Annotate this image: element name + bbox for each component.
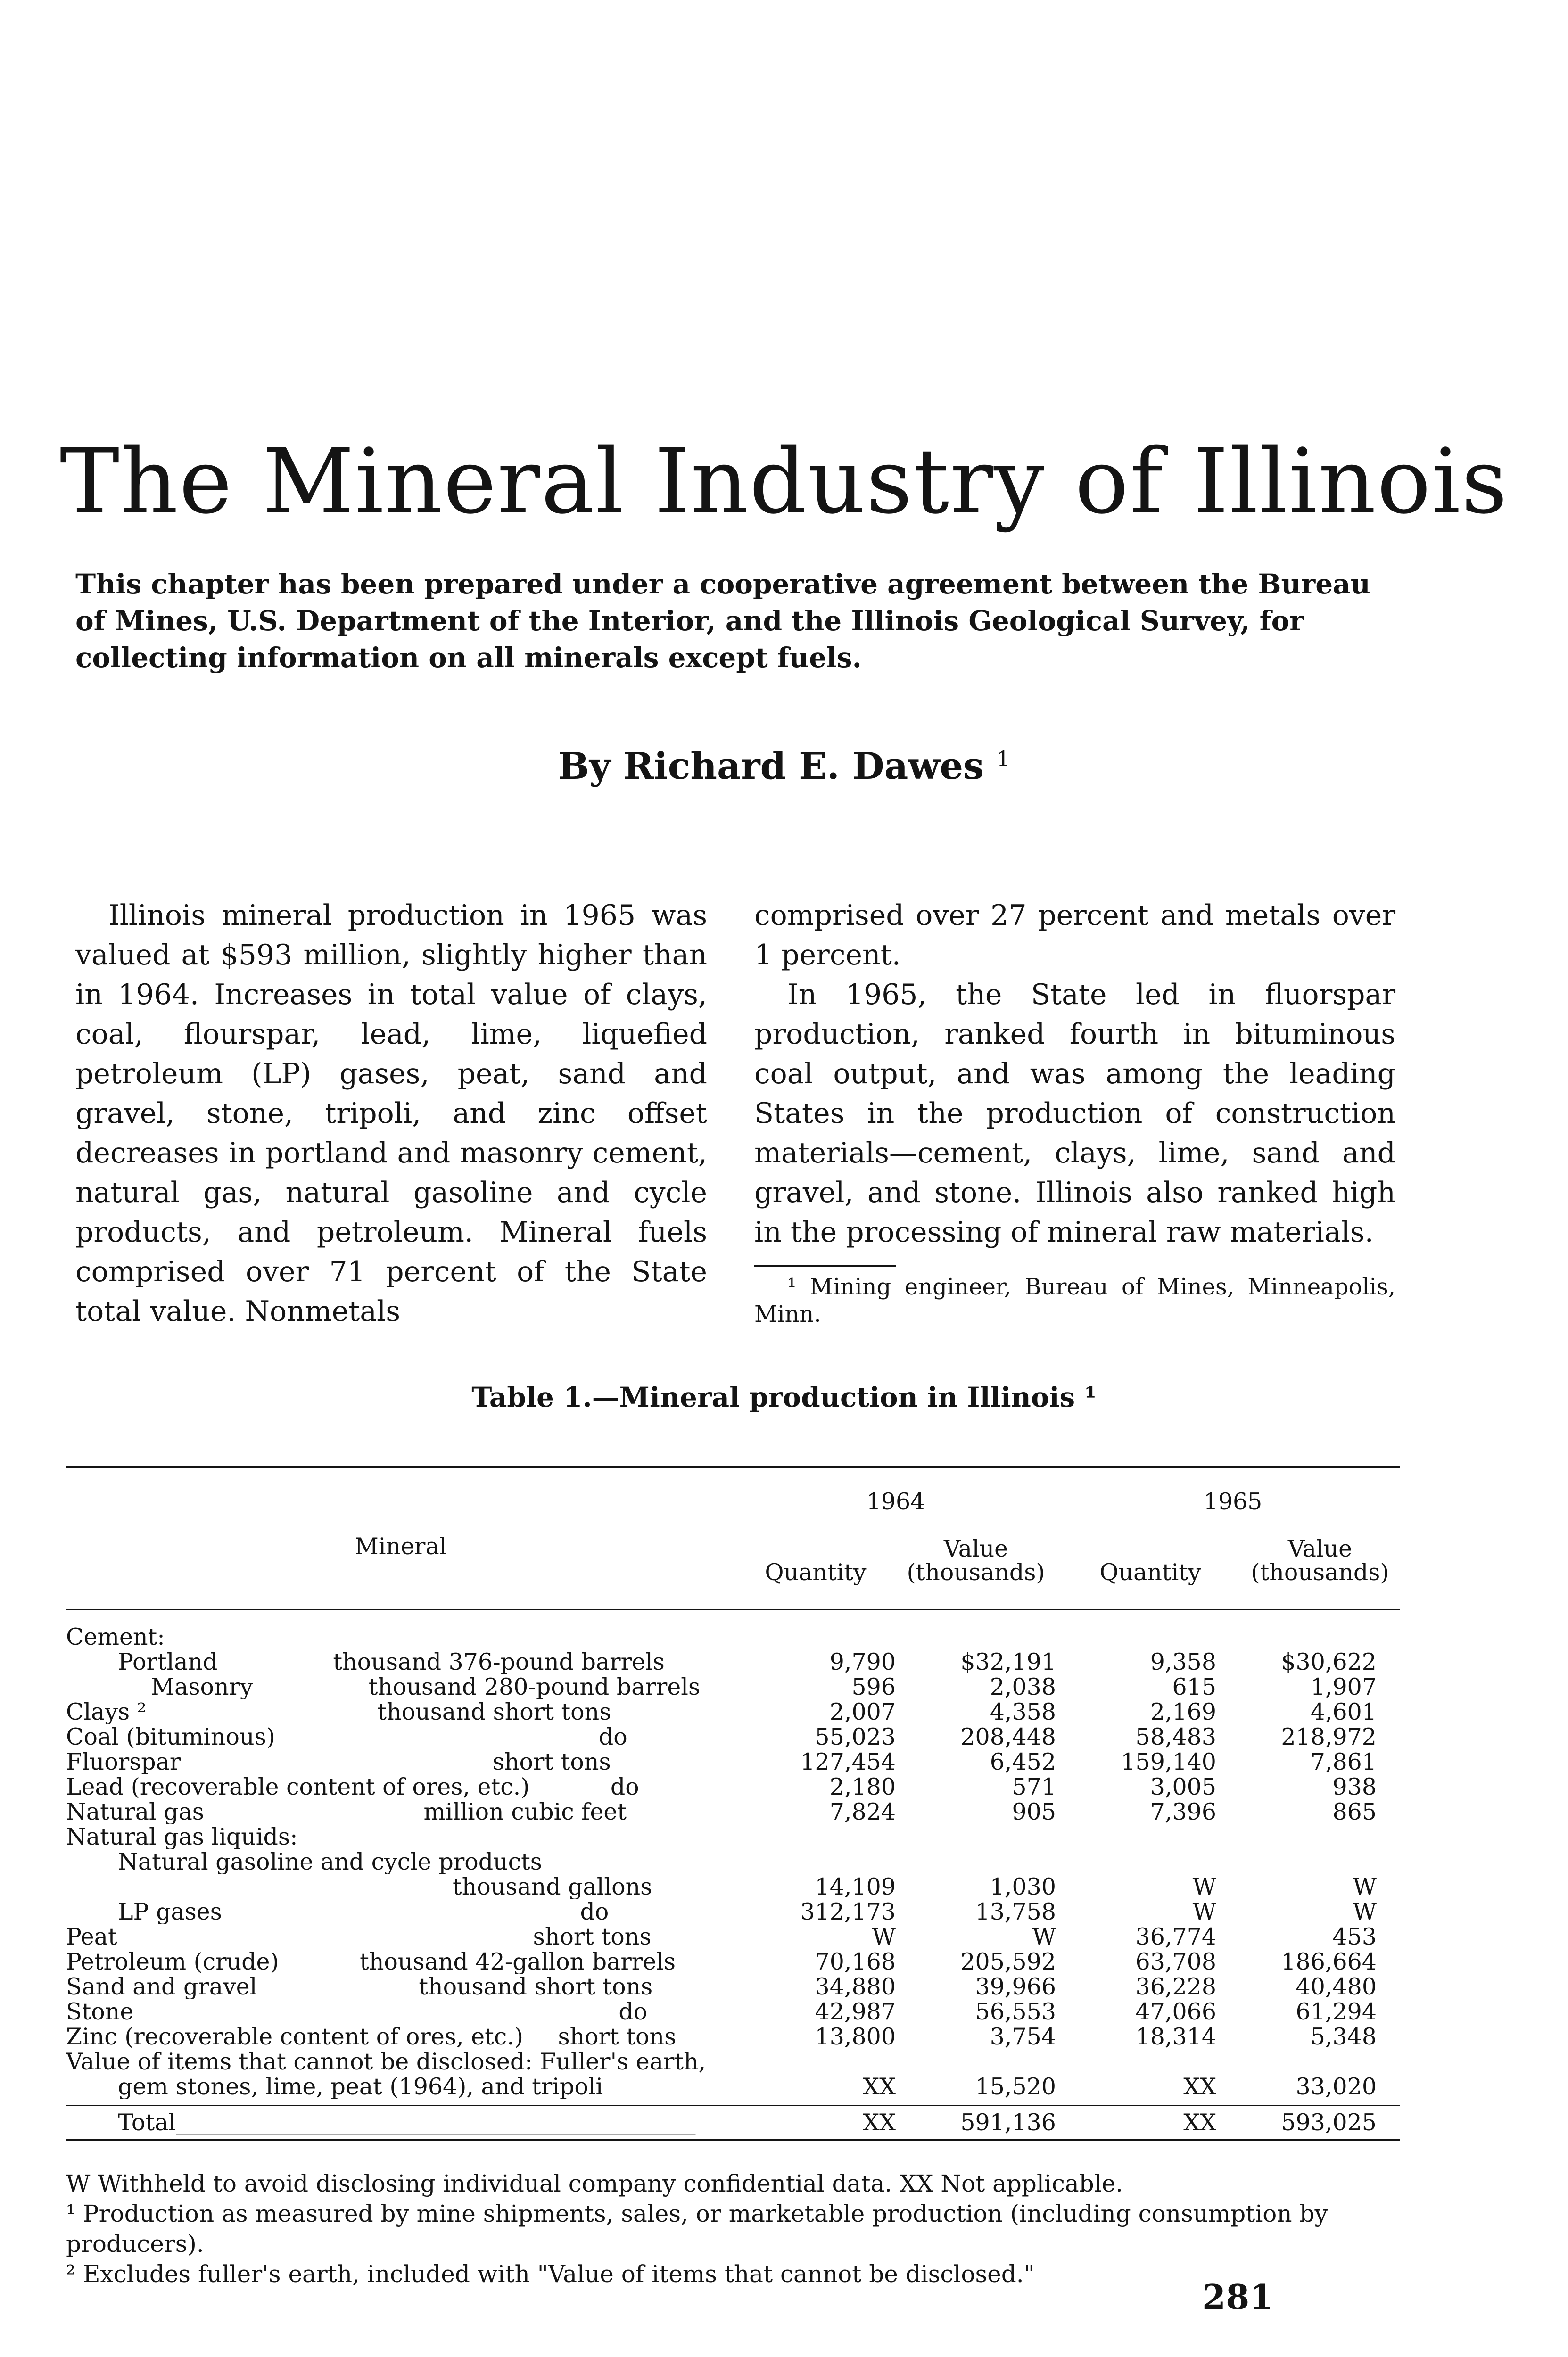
page-title: The Mineral Industry of Illinois [59, 429, 1509, 534]
cell-quantity-1964: 42,987 [815, 1998, 896, 2025]
table-header [66, 1468, 1400, 1609]
table-row [66, 1824, 1400, 1849]
total-quantity-1964: XX [863, 2109, 896, 2136]
cell-value-1964: 905 [1012, 1798, 1056, 1825]
cell-value-1965: 938 [1332, 1773, 1377, 1800]
body-paragraph-1: Illinois mineral production in 1965 was valued at $593 million, slightly higher than in 1964. Increases in total value of clays, coal, flourspar, lead, lime, liquefied petroleum (LP) gases, peat, sand and gravel, stone, tripoli, and zinc offset decreases in portland and masonry cement, natural gas, natural gasoline and cycle products, and petroleum. Mineral fuels comprised over 71 percent of the State total value. Nonmetals [75, 899, 707, 1328]
row-label: thousand gallons__ [453, 1874, 676, 1899]
cell-value-1964: 208,448 [960, 1723, 1056, 1750]
header-value-1964-line2: (thousands) [907, 1559, 1045, 1586]
author-byline [0, 745, 1568, 788]
cell-value-1964: 39,966 [975, 1973, 1056, 2000]
cell-quantity-1964 [735, 1624, 896, 1649]
table-row [66, 1949, 1400, 1974]
cell-value-1965: 865 [1332, 1798, 1377, 1825]
cell-quantity-1965: 2,169 [1150, 1698, 1216, 1725]
cell-value-1965: 33,020 [1296, 2073, 1377, 2100]
total-quantity-1965: XX [1183, 2109, 1216, 2136]
cell-quantity-1964: XX [863, 2073, 896, 2100]
cell-quantity-1964: 14,109 [815, 1873, 896, 1900]
body-paragraph-2: In 1965, the State led in fluorspar production, ranked fourth in bituminous coal output, and was among the leading States in the production of construction materials—cement, clays, lime, sand and gravel, and stone. Illinois also ranked high in the processing of mineral raw materials. [754, 978, 1395, 1249]
cell-value-1964 [896, 1624, 1056, 1649]
cell-quantity-1965 [1056, 2049, 1216, 2074]
cell-quantity-1964: 55,023 [815, 1723, 896, 1750]
total-label: Total_____________________________________________ [118, 2110, 696, 2135]
table-body [66, 1624, 1400, 2099]
cell-value-1965: 61,294 [1296, 1998, 1377, 2025]
cell-value-1964: 1,030 [990, 1873, 1056, 1900]
header-quantity-1964: Quantity [765, 1559, 867, 1586]
cell-value-1965 [1216, 1624, 1377, 1649]
table-row [66, 1674, 1400, 1699]
cell-quantity-1965: 615 [1172, 1673, 1216, 1700]
row-label: Zinc (recoverable content of ores, etc.)___short tons__ [66, 2024, 700, 2049]
table-row [66, 1624, 1400, 1649]
table-row [66, 1749, 1400, 1774]
cell-quantity-1965: 3,005 [1150, 1773, 1216, 1800]
row-label: Natural gas liquids: [66, 1824, 298, 1849]
row-label: gem stones, lime, peat (1964), and tripoli__________ [118, 2074, 719, 2099]
cell-value-1964 [896, 1824, 1056, 1849]
total-value-1964: 591,136 [960, 2109, 1056, 2136]
cell-quantity-1965: 7,396 [1150, 1798, 1216, 1825]
cell-value-1964: 205,592 [960, 1948, 1056, 1975]
cell-quantity-1964: 9,790 [829, 1648, 896, 1675]
row-label: Fluorspar___________________________short tons__ [66, 1749, 634, 1774]
cell-value-1964: 3,754 [990, 2023, 1056, 2050]
cell-quantity-1964: 312,173 [800, 1898, 896, 1925]
cell-quantity-1964 [735, 1849, 896, 1874]
header-value-1965-line2: (thousands) [1251, 1559, 1389, 1586]
cell-value-1964: 13,758 [975, 1898, 1056, 1925]
row-label: Natural gasoline and cycle products [118, 1849, 542, 1874]
total-row [66, 2106, 1400, 2139]
cell-value-1964: 6,452 [990, 1748, 1056, 1775]
cell-quantity-1965: 36,774 [1135, 1923, 1216, 1950]
table-row [66, 1699, 1400, 1724]
cell-quantity-1965 [1056, 1624, 1216, 1649]
cell-value-1965: W [1353, 1898, 1377, 1925]
mineral-production-table [66, 1466, 1400, 2141]
row-label: Peat____________________________________short tons__ [66, 1924, 675, 1949]
cell-value-1964: W [1032, 1923, 1056, 1950]
row-label: Sand and gravel______________thousand short tons__ [66, 1974, 676, 1999]
cell-value-1965: 40,480 [1296, 1973, 1377, 2000]
table-row [66, 1974, 1400, 1999]
body-column-right [754, 896, 1395, 1328]
cell-value-1965 [1216, 2049, 1377, 2074]
table-row [66, 1999, 1400, 2024]
cooperative-agreement-note: This chapter has been prepared under a cooperative agreement between the Bureau of Mines, U.S. Department of the Interior, and the Illinois Geological Survey, for collecting information on all minerals except fuels. [75, 568, 1370, 674]
cell-quantity-1965: W [1192, 1898, 1216, 1925]
row-label: Coal (bituminous)____________________________do____ [66, 1724, 674, 1749]
row-label: LP gases_______________________________do____ [118, 1899, 655, 1924]
cell-value-1964: 4,358 [990, 1698, 1056, 1725]
table-row [66, 1874, 1400, 1899]
cell-value-1965: 218,972 [1281, 1723, 1377, 1750]
row-label: Petroleum (crude)_______thousand 42-gallon barrels__ [66, 1949, 699, 1974]
table-row [66, 1924, 1400, 1949]
author-footnote-marker: 1 [997, 747, 1010, 771]
cell-value-1965: 7,861 [1310, 1748, 1377, 1775]
cell-quantity-1964: 127,454 [800, 1748, 896, 1775]
cell-quantity-1964: W [872, 1923, 896, 1950]
cell-quantity-1964: 13,800 [815, 2023, 896, 2050]
table-row [66, 2024, 1400, 2049]
cell-value-1965: 453 [1332, 1923, 1377, 1950]
cell-value-1964: 2,038 [990, 1673, 1056, 1700]
cell-quantity-1964 [735, 2049, 896, 2074]
total-value-1965: 593,025 [1281, 2109, 1377, 2136]
author-name: By Richard E. Dawes [558, 745, 984, 788]
cell-quantity-1965: 47,066 [1135, 1998, 1216, 2025]
cell-quantity-1964: 596 [851, 1673, 896, 1700]
row-label: Natural gas___________________million cubic feet__ [66, 1799, 650, 1824]
cell-value-1964 [896, 1849, 1056, 1874]
table-row [66, 1899, 1400, 1924]
page-number: 281 [1202, 2277, 1273, 2317]
cell-quantity-1964: 2,180 [829, 1773, 896, 1800]
table-notes [66, 2168, 1400, 2289]
body-column-left [75, 896, 707, 1331]
cell-quantity-1965 [1056, 1824, 1216, 1849]
cell-quantity-1965: XX [1183, 2073, 1216, 2100]
header-year-1965: 1965 [1203, 1488, 1263, 1515]
cell-value-1965: 186,664 [1281, 1948, 1377, 1975]
row-label: Cement: [66, 1624, 165, 1649]
cell-quantity-1965: 159,140 [1121, 1748, 1216, 1775]
cell-value-1965: 4,601 [1310, 1698, 1377, 1725]
cell-value-1965: W [1353, 1873, 1377, 1900]
cell-quantity-1964: 34,880 [815, 1973, 896, 2000]
cell-value-1964: 56,553 [975, 1998, 1056, 2025]
cell-quantity-1964: 70,168 [815, 1948, 896, 1975]
row-label: Portland__________thousand 376-pound barrels__ [118, 1649, 688, 1674]
table-row [66, 2074, 1400, 2099]
header-value-1964-line1: Value [943, 1535, 1008, 1562]
table-title: Table 1.—Mineral production in Illinois ¹ [471, 1381, 1097, 1413]
note-2: ² Excludes fuller's earth, included with "Value of items that cannot be disclosed." [66, 2260, 1035, 2288]
cell-quantity-1965: 18,314 [1135, 2023, 1216, 2050]
cell-quantity-1965 [1056, 1849, 1216, 1874]
header-quantity-1965: Quantity [1099, 1559, 1201, 1586]
cell-quantity-1965: 63,708 [1135, 1948, 1216, 1975]
cell-value-1964: 571 [1012, 1773, 1056, 1800]
cell-value-1965 [1216, 1849, 1377, 1874]
cell-quantity-1964: 7,824 [829, 1798, 896, 1825]
note-1: ¹ Production as measured by mine shipments, sales, or marketable production (including consumption by producers). [66, 2200, 1328, 2258]
row-label: Masonry__________thousand 280-pound barrels__ [151, 1674, 724, 1699]
header-year-1964: 1964 [866, 1488, 925, 1515]
cell-value-1965 [1216, 1824, 1377, 1849]
cell-value-1964 [896, 2049, 1056, 2074]
body-paragraph-1-continued: comprised over 27 percent and metals over 1 percent. [754, 899, 1395, 972]
cell-value-1965: 5,348 [1310, 2023, 1377, 2050]
cell-quantity-1965: W [1192, 1873, 1216, 1900]
table-row [66, 1649, 1400, 1674]
table-row [66, 1774, 1400, 1799]
note-withheld: W Withheld to avoid disclosing individual company confidential data. XX Not applicable. [66, 2170, 1123, 2197]
table-row [66, 1849, 1400, 1874]
row-label: Clays ²____________________thousand short tons__ [66, 1699, 635, 1724]
cell-quantity-1964 [735, 1824, 896, 1849]
cell-quantity-1965: 9,358 [1150, 1648, 1216, 1675]
cell-quantity-1965: 58,483 [1135, 1723, 1216, 1750]
cell-value-1964: $32,191 [960, 1648, 1056, 1675]
table-row [66, 1724, 1400, 1749]
author-footnote: ¹ Mining engineer, Bureau of Mines, Minneapolis, Minn. [754, 1274, 1395, 1327]
table-row [66, 2049, 1400, 2074]
row-label: Lead (recoverable content of ores, etc.)_______do____ [66, 1774, 685, 1799]
cell-value-1964: 15,520 [975, 2073, 1056, 2100]
row-label: Value of items that cannot be disclosed: Fuller's earth, [66, 2049, 706, 2074]
row-label: Stone__________________________________________do____ [66, 1999, 694, 2024]
cell-value-1965: $30,622 [1281, 1648, 1377, 1675]
cell-quantity-1965: 36,228 [1135, 1973, 1216, 2000]
table-bottom-rule [66, 2139, 1400, 2141]
header-mineral: Mineral [355, 1533, 447, 1560]
table-row [66, 1799, 1400, 1824]
header-value-1965-line1: Value [1287, 1535, 1353, 1562]
cell-quantity-1964: 2,007 [829, 1698, 896, 1725]
footnote-divider [754, 1265, 896, 1267]
cell-value-1965: 1,907 [1310, 1673, 1377, 1700]
